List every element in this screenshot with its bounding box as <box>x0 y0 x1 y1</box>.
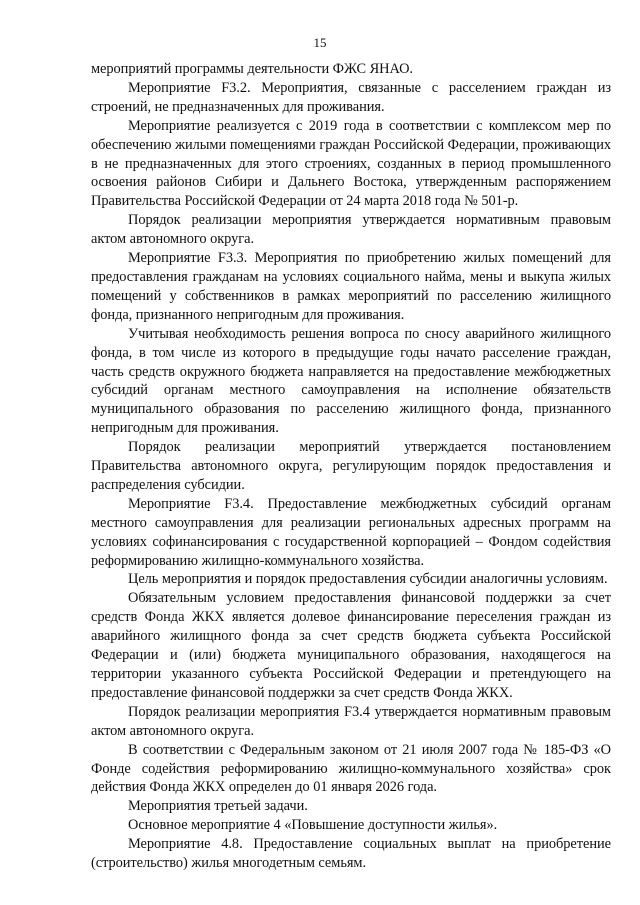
paragraph: Мероприятие реализуется с 2019 года в соответствии с комплексом мер по обеспечению жилыми помещениями граждан Российской Федерации, проживающих в не предназначенных для этого строениях, созданных в период промышленного освоения районов Сибири и Дальнего Востока, утвержденным распоряжением Правительства Российской Федерации от 24 марта 2018 года № 501-р. <box>91 117 611 210</box>
paragraph: Порядок реализации мероприятий утверждается постановлением Правительства автономного округа, регулирующим порядок предоставления и распределения субсидии. <box>91 439 611 493</box>
paragraph: мероприятий программы деятельности ФЖС ЯНАО. <box>91 61 413 77</box>
paragraph: Мероприятия третьей задачи. <box>128 798 308 815</box>
paragraph: В соответствии с Федеральным законом от 21 июля 2007 года № 185-ФЗ «О Фонде содействия реформированию жилищно-коммунального хозяйства» срок действия Фонда ЖКХ определен до 01 января 2026 года. <box>91 741 611 796</box>
page-number: 15 <box>313 35 327 50</box>
paragraph: Цель мероприятия и порядок предоставления субсидии аналогичны условиям. <box>128 571 608 588</box>
document-body <box>91 60 611 873</box>
paragraph: Порядок реализации мероприятия F3.4 утверждается нормативным правовым актом автономного округа. <box>91 703 611 739</box>
paragraph: Учитывая необходимость решения вопроса по сносу аварийного жилищного фонда, в том числе из которого в предыдущие годы начато расселение граждан, часть средств окружного бюджета направляется на предоставление межбюджетных субсидий органам местного самоуправления на исполнение обязательств муниципального образования по расселению жилищного фонда, признанного непригодным для проживания. <box>91 325 611 437</box>
paragraph: Мероприятие F3.3. Мероприятия по приобретению жилых помещений для предоставления гражданам на условиях социального найма, мены и выкупа жилых помещений у собственников в рамках мероприятий по расселению жилищного фонда, признанного непригодным для проживания. <box>91 250 611 323</box>
paragraph: Порядок реализации мероприятия утверждается нормативным правовым актом автономного округа. <box>91 212 611 248</box>
paragraph: Мероприятие F3.2. Мероприятия, связанные с расселением граждан из строений, не предназначенных для проживания. <box>91 79 611 115</box>
paragraph: Основное мероприятие 4 «Повышение доступности жилья». <box>128 817 498 834</box>
paragraph: Мероприятие 4.8. Предоставление социальных выплат на приобретение (строительство) жилья многодетным семьям. <box>91 836 611 872</box>
paragraph: Мероприятие F3.4. Предоставление межбюджетных субсидий органам местного самоуправления для реализации региональных адресных программ на условиях софинансирования с государственной корпорацией – Фондом содействия реформированию жилищно-коммунального хозяйства. <box>91 495 611 569</box>
paragraph: Обязательным условием предоставления финансовой поддержки за счет средств Фонда ЖКХ является долевое финансирование переселения граждан из аварийного жилищного фонда за счет средств бюджета субъекта Российской Федерации и (или) бюджета муниципального образования, находящегося на территории указанного субъекта Российской Федерации и претендующего на предоставление финансовой поддержки за счет средств Фонда ЖКХ. <box>91 590 611 701</box>
